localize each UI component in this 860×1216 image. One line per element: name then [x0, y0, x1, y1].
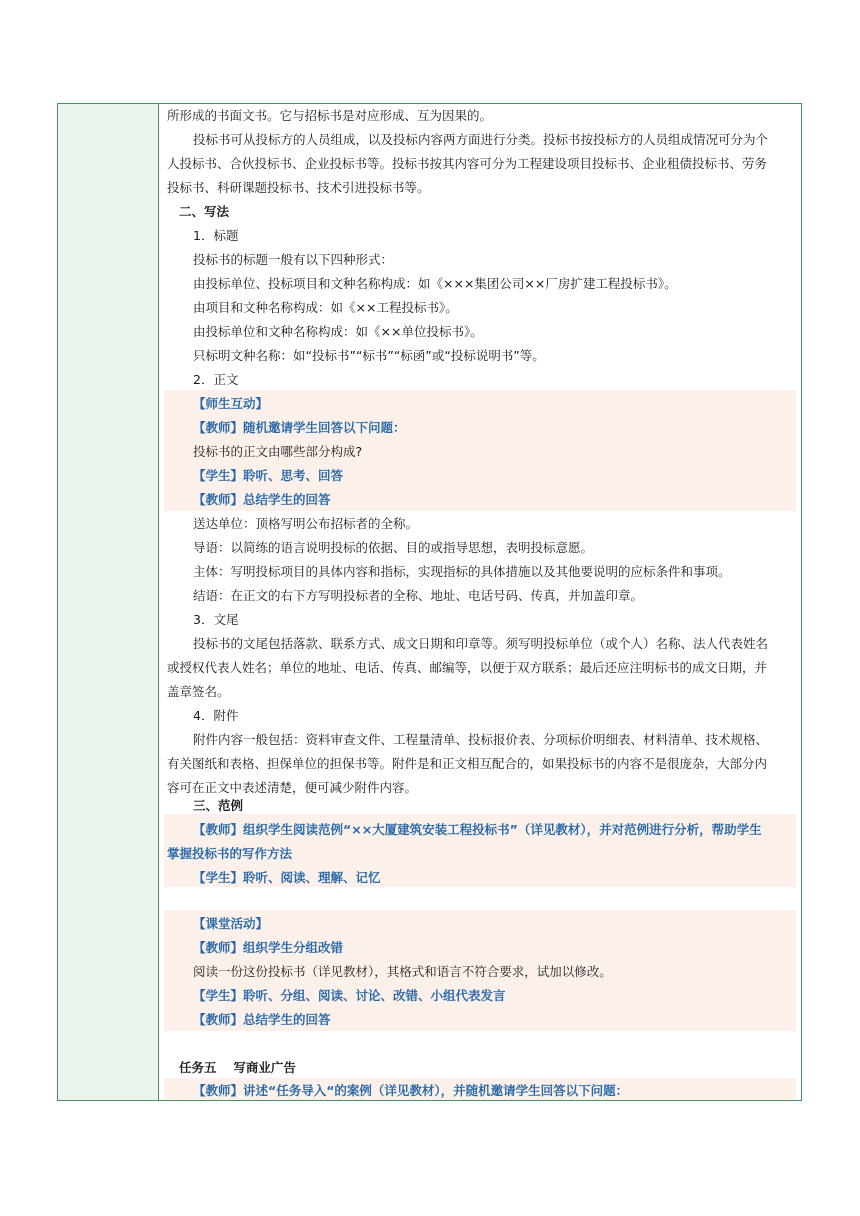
- teacher-line: 【教师】组织学生分组改错: [193, 940, 344, 955]
- paragraph-line: 投标书可从投标方的人员组成，以及投标内容两方面进行分类。投标书按投标方的人员组成情况可分为个: [193, 132, 769, 147]
- student-line: 【学生】聆听、分组、阅读、讨论、改错、小组代表发言: [193, 988, 506, 1003]
- subsection-heading: 3．文尾: [193, 612, 239, 627]
- paragraph-line: 由投标单位、投标项目和文种名称构成：如《×××集团公司××厂房扩建工程投标书》。: [193, 276, 677, 291]
- section-heading: 三、范例: [193, 798, 244, 813]
- paragraph-line: 投标书、科研课题投标书、技术引进投标书等。: [167, 180, 430, 195]
- task-heading: 任务五 写商业广告: [179, 1060, 296, 1075]
- paragraph-line: 有关图纸和表格、担保单位的担保书等。附件是和正文相互配合的，如果投标书的内容不是很庞杂，大部分内: [167, 756, 768, 771]
- paragraph-line: 投标书的标题一般有以下四种形式：: [193, 252, 394, 267]
- paragraph-line: 容可在正文中表述清楚，便可减少附件内容。: [167, 780, 418, 795]
- teacher-line: 【教师】随机邀请学生回答以下问题：: [193, 420, 406, 435]
- subsection-heading: 2．正文: [193, 372, 239, 387]
- teacher-line: 掌握投标书的写作方法: [167, 846, 293, 861]
- subsection-heading: 1．标题: [193, 228, 239, 243]
- paragraph-line: 人投标书、合伙投标书、企业投标书等。投标书按其内容可分为工程建设项目投标书、企业租债投标书、劳务: [167, 156, 768, 171]
- paragraph-line: 结语：在正文的右下方写明投标者的全称、地址、电话号码、传真，并加盖印章。: [193, 588, 644, 603]
- subsection-heading: 4．附件: [193, 708, 239, 723]
- paragraph-line: 导语：以简练的语言说明投标的依据、目的或指导思想，表明投标意愿。: [193, 540, 594, 555]
- teacher-line: 【教师】讲述“任务导入“的案例（详见教材），并随机邀请学生回答以下问题：: [193, 1083, 629, 1098]
- teacher-line: 【教师】总结学生的回答: [193, 492, 331, 507]
- paragraph-line: 送达单位：顶格写明公布招标者的全称。: [193, 516, 419, 531]
- teacher-line: 【教师】总结学生的回答: [193, 1012, 331, 1027]
- question-line: 投标书的正文由哪些部分构成?: [193, 444, 363, 459]
- teacher-line: 【教师】组织学生阅读范例“××大厦建筑安装工程投标书”（详见教材），并对范例进行分析，帮助学生: [193, 822, 762, 837]
- paragraph-line: 由项目和文种名称构成：如《××工程投标书》。: [193, 300, 458, 315]
- interaction-label: 【师生互动】: [193, 396, 269, 411]
- paragraph-line: 盖章签名。: [167, 684, 230, 699]
- activity-label: 【课堂活动】: [193, 916, 269, 931]
- left-column: [58, 104, 159, 1100]
- paragraph-line: 主体：写明投标项目的具体内容和指标，实现指标的具体措施以及其他要说明的应标条件和事项。: [193, 564, 731, 579]
- paragraph-line: 只标明文种名称：如“投标书”“标书”“标函”或“投标说明书”等。: [193, 348, 545, 363]
- student-line: 【学生】聆听、思考、回答: [193, 468, 344, 483]
- paragraph-line: 投标书的文尾包括落款、联系方式、成文日期和印章等。须写明投标单位（或个人）名称、法人代表姓名: [193, 636, 769, 651]
- paragraph-line: 所形成的书面文书。它与招标书是对应形成、互为因果的。: [167, 108, 493, 123]
- paragraph-line: 由投标单位和文种名称构成：如《××单位投标书》。: [193, 324, 483, 339]
- paragraph-line: 或授权代表人姓名；单位的地址、电话、传真、邮编等，以便于双方联系；最后还应注明标书的成文日期，并: [167, 660, 768, 675]
- paragraph-line: 附件内容一般包括：资料审查文件、工程量清单、投标报价表、分项标价明细表、材料清单、技术规格、: [193, 732, 769, 747]
- section-heading: 二、写法: [179, 204, 230, 219]
- task-line: 阅读一份这份投标书（详见教材），其格式和语言不符合要求，试加以修改。: [193, 964, 612, 979]
- lesson-table: [57, 103, 802, 1101]
- student-line: 【学生】聆听、阅读、理解、记忆: [193, 870, 381, 885]
